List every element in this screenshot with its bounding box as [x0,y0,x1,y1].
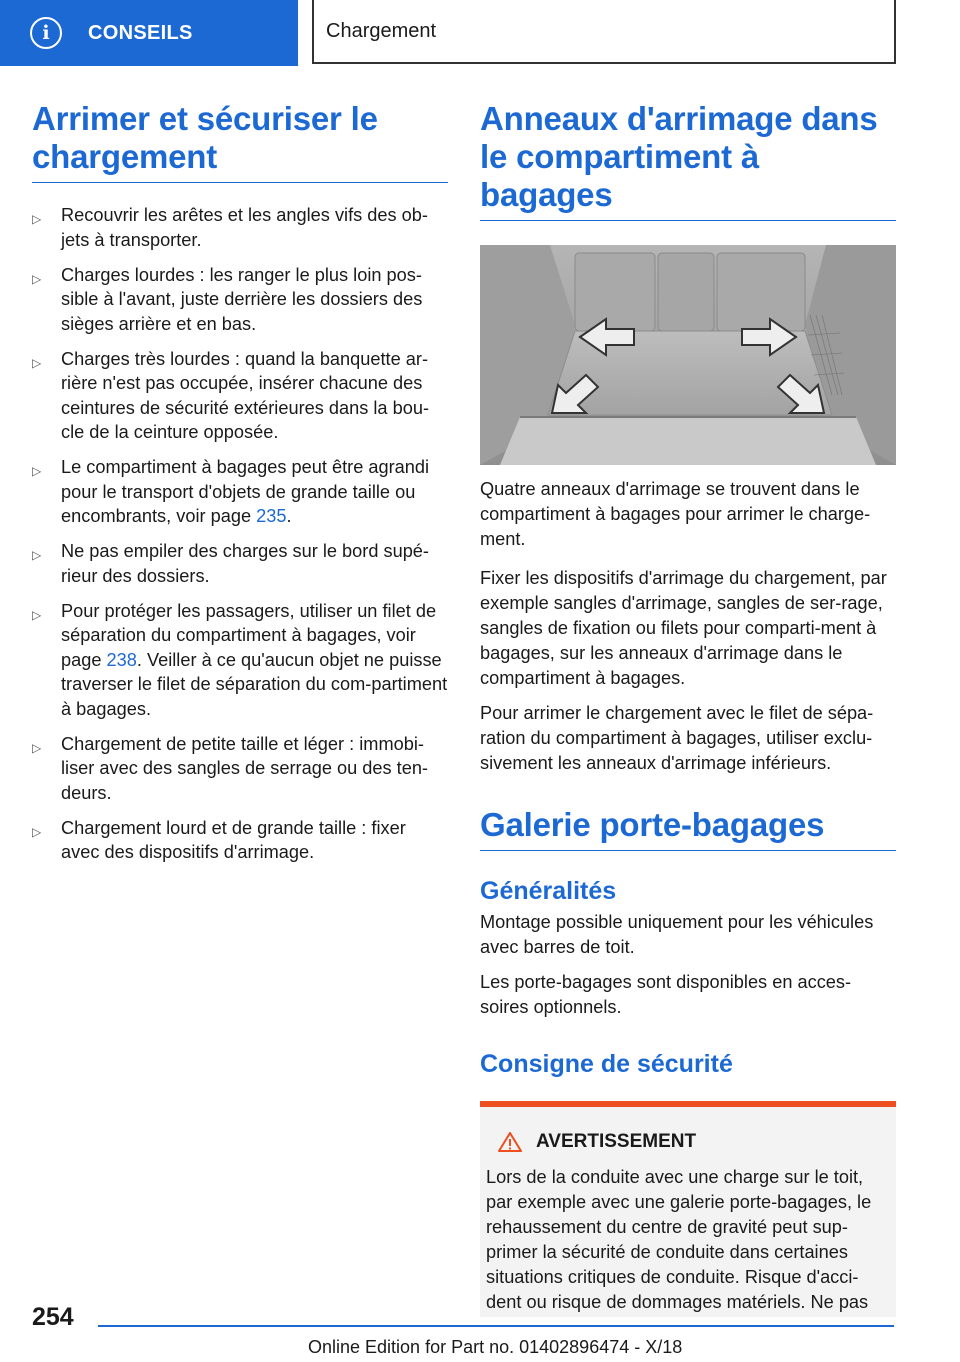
left-column [32,100,448,875]
triangle-bullet-icon: ▷ [32,464,42,478]
breadcrumb-label: Chargement [326,19,437,42]
warning-label: AVERTISSEMENT [536,1131,697,1152]
triangle-bullet-icon: ▷ [32,548,42,562]
warning-triangle-icon [498,1132,522,1152]
footer-divider [98,1325,894,1327]
list-item: ▷ Charges très lourdes : quand la banquette ar-rière n'est pas occupée, insérer chacune des ceintures de sécurité extérieures dans la bou-cle de la ceinture opposée. [32,348,429,442]
triangle-bullet-icon: ▷ [32,355,42,370]
page-number: 254 [32,1303,74,1331]
info-icon: i [30,17,62,49]
list-item: ▷ Chargement de petite taille et léger : immobi-liser avec des sangles de serrage ou des ten-deurs. [32,733,428,803]
list-item: ▷ Ne pas empiler des charges sur le bord supé-rieur des dossiers. [32,541,429,586]
subheading-general: Généralités [480,877,617,905]
luggage-compartment-photo [480,245,896,465]
page-link-235[interactable]: 235 [256,506,287,526]
section-tab[interactable] [0,0,298,66]
section-label: CONSEILS [88,21,193,44]
paragraph: Montage possible uniquement pour les véhicules avec barres de toit. [480,912,874,957]
paragraph: Pour arrimer le chargement avec le filet de sépa-ration du compartiment à bagages, utiliser exclu-sivement les anneaux d'arrimage inférieurs. [480,703,874,773]
list-item: ▷ Chargement lourd et de grande taille : fixer avec des dispositifs d'arrimage. [32,817,406,862]
triangle-bullet-icon: ▷ [32,607,42,622]
subheading-safety: Consigne de sécurité [480,1050,733,1078]
paragraph: Les porte-bagages sont disponibles en acces-soires optionnels. [480,972,852,1017]
section-title-roof-rack: Galerie porte-bagages [480,806,896,851]
right-title: Anneaux d'arrimage dans le compartiment à bagages [480,100,896,221]
list-item: ▷ Recouvrir les arêtes et les angles vifs des ob-jets à transporter. [32,205,428,250]
warning-text: Lors de la conduite avec une charge sur le toit, par exemple avec une galerie porte-bagages, le rehaussement du centre de gravité peut sup-primer la sécurité de conduite dans certaines situations critiques de conduite. Risque d'acci-dent ou risque de dommages matériels. Ne pas [486,1167,872,1312]
top-bar [0,0,960,66]
right-column [480,100,896,1317]
bullet-list [32,203,448,865]
page-link-238[interactable]: 238 [106,649,137,670]
triangle-bullet-icon: ▷ [32,212,42,226]
breadcrumb [312,0,896,64]
list-item: ▷ Pour protéger les passagers, utiliser un filet de séparation du compartiment à bagages, voir page 238. Veiller à ce qu'aucun objet ne puisse traverser le filet de séparation du com-partiment à bagages. [32,600,448,719]
list-item: ▷ Charges lourdes : les ranger le plus loin pos-sible à l'avant, juste derrière les dossiers des sièges arrière et en bas. [32,264,423,334]
list-item: ▷ Le compartiment à bagages peut être agrandi pour le transport d'objets de grande taille ou encombrants, voir page 235. [32,457,430,526]
warning-box [480,1101,896,1317]
paragraph: Quatre anneaux d'arrimage se trouvent dans le compartiment à bagages pour arrimer le charge-ment. [480,479,871,549]
warning-header [486,1131,890,1153]
triangle-bullet-icon: ▷ [32,271,42,286]
paragraph: Fixer les dispositifs d'arrimage du chargement, par exemple sangles d'arrimage, sangles de ser-rage, sangles de fixation ou filets pour comparti-ment à bagages, sur les anneaux d'arrimage dans le compartiment à bagages. [480,568,887,688]
left-title: Arrimer et sécuriser le chargement [32,100,448,183]
triangle-bullet-icon: ▷ [32,740,42,755]
edition-text: Online Edition for Part no. 01402896474 - X/18 [308,1337,683,1357]
triangle-bullet-icon: ▷ [32,824,42,839]
